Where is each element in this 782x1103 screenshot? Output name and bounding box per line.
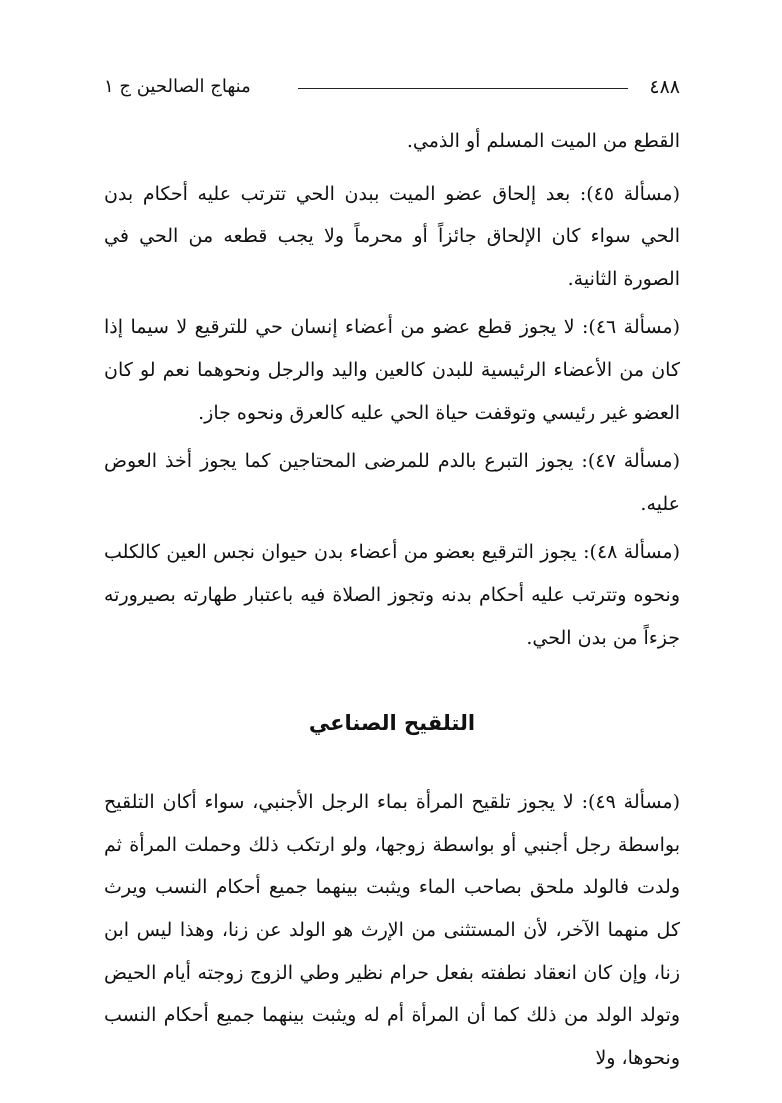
header-rule	[298, 88, 628, 89]
issue-46-paragraph: (مسألة ٤٦): لا يجوز قطع عضو من أعضاء إنسان حي للترقيع لا سيما إذا كان من الأعضاء الرئيسية للبدن كالعين واليد والرجل ونحوهما نعم لو كان العضو غير رئيسي وتوقفت حياة الحي عليه كالعرق ونحوه جاز.	[104, 316, 680, 424]
continuation-paragraph: القطع من الميت المسلم أو الذمي.	[406, 130, 680, 152]
page-number: ٤٨٨	[649, 76, 680, 98]
page-body	[104, 120, 680, 1085]
section-heading: التلقيح الصناعي	[308, 711, 476, 736]
issue-48-paragraph: (مسألة ٤٨): يجوز الترقيع بعضو من أعضاء بدن حيوان نجس العين كالكلب ونحوه وتترتب عليه أحكام بدنه وتجوز الصلاة فيه باعتبار طهارته بصيرورته جزءاً من بدن الحي.	[104, 541, 680, 649]
issue-45-paragraph: (مسألة ٤٥): بعد إلحاق عضو الميت ببدن الحي تترتب عليه أحكام بدن الحي سواء كان الإلحاق جائزاً أو محرماً ولا يجب قطعه من الحي في الصورة الثانية.	[104, 182, 681, 290]
page-header	[104, 72, 680, 102]
issue-47-paragraph: (مسألة ٤٧): يجوز التبرع بالدم للمرضى المحتاجين كما يجوز أخذ العوض عليه.	[104, 450, 681, 515]
issue-49-paragraph: (مسألة ٤٩): لا يجوز تلقيح المرأة بماء الرجل الأجنبي، سواء أكان التلقيح بواسطة رجل أجنبي أو بواسطة زوجها، ولو ارتكب ذلك وحملت المرأة ثم ولدت فالولد ملحق بصاحب الماء ويثبت بينهما جميع أحكام النسب ويرث كل منهما الآخر، لأن المستثنى من الإرث هو الولد عن زنا، وهذا ليس ابن زنا، وإن كان انعقاد نطفته بفعل حرام نظير وطي الزوج زوجته أيام الحيض وتولد الولد من ذلك كما أن المرأة أم له ويثبت بينهما جميع أحكام النسب ونحوها، ولا	[104, 791, 680, 1069]
running-title: منهاج الصالحين ج ١	[104, 76, 251, 97]
